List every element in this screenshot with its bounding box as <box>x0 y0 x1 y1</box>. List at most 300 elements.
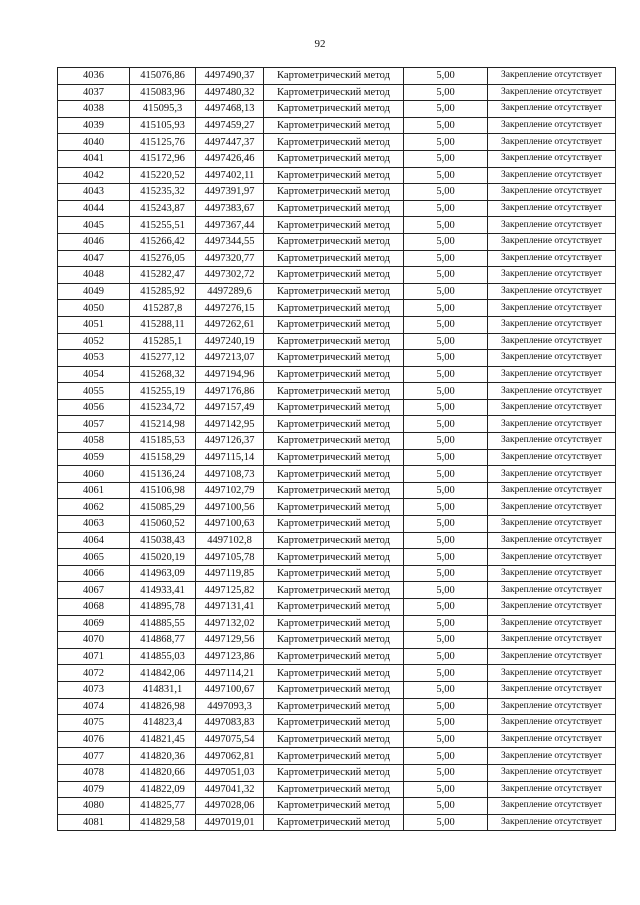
point-number-cell: 4077 <box>58 748 130 765</box>
point-number-cell: 4068 <box>58 599 130 616</box>
x-coordinate-cell: 414822,09 <box>130 781 196 798</box>
method-cell: Картометрический метод <box>264 250 404 267</box>
accuracy-cell: 5,00 <box>404 250 488 267</box>
y-coordinate-cell: 4497114,21 <box>196 665 264 682</box>
y-coordinate-cell: 4497391,97 <box>196 184 264 201</box>
table-row <box>58 681 616 698</box>
fixation-cell: Закрепление отсутствует <box>488 84 616 101</box>
y-coordinate-cell: 4497131,41 <box>196 599 264 616</box>
method-cell: Картометрический метод <box>264 798 404 815</box>
table-row <box>58 134 616 151</box>
x-coordinate-cell: 414829,58 <box>130 814 196 831</box>
accuracy-cell: 5,00 <box>404 217 488 234</box>
table-row <box>58 449 616 466</box>
table-row <box>58 316 616 333</box>
table-row <box>58 184 616 201</box>
method-cell: Картометрический метод <box>264 715 404 732</box>
x-coordinate-cell: 414825,77 <box>130 798 196 815</box>
x-coordinate-cell: 415276,05 <box>130 250 196 267</box>
point-number-cell: 4079 <box>58 781 130 798</box>
fixation-cell: Закрепление отсутствует <box>488 350 616 367</box>
table-row <box>58 233 616 250</box>
point-number-cell: 4038 <box>58 101 130 118</box>
y-coordinate-cell: 4497108,73 <box>196 466 264 483</box>
x-coordinate-cell: 414855,03 <box>130 648 196 665</box>
y-coordinate-cell: 4497123,86 <box>196 648 264 665</box>
table-row <box>58 599 616 616</box>
x-coordinate-cell: 415076,86 <box>130 68 196 85</box>
x-coordinate-cell: 415172,96 <box>130 150 196 167</box>
fixation-cell: Закрепление отсутствует <box>488 333 616 350</box>
table-row <box>58 101 616 118</box>
y-coordinate-cell: 4497125,82 <box>196 582 264 599</box>
table-row <box>58 383 616 400</box>
point-number-cell: 4059 <box>58 449 130 466</box>
x-coordinate-cell: 415287,8 <box>130 300 196 317</box>
fixation-cell: Закрепление отсутствует <box>488 233 616 250</box>
table-row <box>58 632 616 649</box>
point-number-cell: 4054 <box>58 366 130 383</box>
table-row <box>58 250 616 267</box>
x-coordinate-cell: 415060,52 <box>130 516 196 533</box>
y-coordinate-cell: 4497262,61 <box>196 316 264 333</box>
point-number-cell: 4076 <box>58 731 130 748</box>
point-number-cell: 4037 <box>58 84 130 101</box>
fixation-cell: Закрепление отсутствует <box>488 648 616 665</box>
point-number-cell: 4073 <box>58 681 130 698</box>
y-coordinate-cell: 4497083,83 <box>196 715 264 732</box>
y-coordinate-cell: 4497459,27 <box>196 117 264 134</box>
accuracy-cell: 5,00 <box>404 84 488 101</box>
point-number-cell: 4044 <box>58 200 130 217</box>
method-cell: Картометрический метод <box>264 150 404 167</box>
point-number-cell: 4053 <box>58 350 130 367</box>
table-row <box>58 532 616 549</box>
y-coordinate-cell: 4497468,13 <box>196 101 264 118</box>
y-coordinate-cell: 4497302,72 <box>196 267 264 284</box>
y-coordinate-cell: 4497093,3 <box>196 698 264 715</box>
table-row <box>58 333 616 350</box>
method-cell: Картометрический метод <box>264 731 404 748</box>
y-coordinate-cell: 4497289,6 <box>196 283 264 300</box>
accuracy-cell: 5,00 <box>404 134 488 151</box>
x-coordinate-cell: 415136,24 <box>130 466 196 483</box>
accuracy-cell: 5,00 <box>404 184 488 201</box>
x-coordinate-cell: 414820,36 <box>130 748 196 765</box>
accuracy-cell: 5,00 <box>404 150 488 167</box>
accuracy-cell: 5,00 <box>404 731 488 748</box>
y-coordinate-cell: 4497051,03 <box>196 764 264 781</box>
x-coordinate-cell: 415185,53 <box>130 433 196 450</box>
accuracy-cell: 5,00 <box>404 366 488 383</box>
point-number-cell: 4055 <box>58 383 130 400</box>
y-coordinate-cell: 4497426,46 <box>196 150 264 167</box>
point-number-cell: 4075 <box>58 715 130 732</box>
fixation-cell: Закрепление отсутствует <box>488 316 616 333</box>
fixation-cell: Закрепление отсутствует <box>488 300 616 317</box>
table-row <box>58 68 616 85</box>
fixation-cell: Закрепление отсутствует <box>488 416 616 433</box>
fixation-cell: Закрепление отсутствует <box>488 764 616 781</box>
method-cell: Картометрический метод <box>264 665 404 682</box>
method-cell: Картометрический метод <box>264 184 404 201</box>
accuracy-cell: 5,00 <box>404 101 488 118</box>
accuracy-cell: 5,00 <box>404 383 488 400</box>
x-coordinate-cell: 414842,06 <box>130 665 196 682</box>
coordinates-table-body <box>58 68 616 831</box>
table-row <box>58 84 616 101</box>
x-coordinate-cell: 415085,29 <box>130 499 196 516</box>
fixation-cell: Закрепление отсутствует <box>488 615 616 632</box>
method-cell: Картометрический метод <box>264 68 404 85</box>
fixation-cell: Закрепление отсутствует <box>488 532 616 549</box>
y-coordinate-cell: 4497119,85 <box>196 565 264 582</box>
x-coordinate-cell: 415277,12 <box>130 350 196 367</box>
table-row <box>58 283 616 300</box>
fixation-cell: Закрепление отсутствует <box>488 217 616 234</box>
point-number-cell: 4061 <box>58 482 130 499</box>
fixation-cell: Закрепление отсутствует <box>488 731 616 748</box>
accuracy-cell: 5,00 <box>404 798 488 815</box>
y-coordinate-cell: 4497213,07 <box>196 350 264 367</box>
x-coordinate-cell: 415105,93 <box>130 117 196 134</box>
fixation-cell: Закрепление отсутствует <box>488 632 616 649</box>
x-coordinate-cell: 414933,41 <box>130 582 196 599</box>
x-coordinate-cell: 415083,96 <box>130 84 196 101</box>
point-number-cell: 4064 <box>58 532 130 549</box>
accuracy-cell: 5,00 <box>404 350 488 367</box>
method-cell: Картометрический метод <box>264 516 404 533</box>
method-cell: Картометрический метод <box>264 267 404 284</box>
y-coordinate-cell: 4497019,01 <box>196 814 264 831</box>
point-number-cell: 4065 <box>58 549 130 566</box>
fixation-cell: Закрепление отсутствует <box>488 516 616 533</box>
table-row <box>58 466 616 483</box>
fixation-cell: Закрепление отсутствует <box>488 449 616 466</box>
point-number-cell: 4066 <box>58 565 130 582</box>
point-number-cell: 4069 <box>58 615 130 632</box>
fixation-cell: Закрепление отсутствует <box>488 150 616 167</box>
point-number-cell: 4067 <box>58 582 130 599</box>
fixation-cell: Закрепление отсутствует <box>488 200 616 217</box>
accuracy-cell: 5,00 <box>404 764 488 781</box>
table-row <box>58 482 616 499</box>
table-row <box>58 433 616 450</box>
point-number-cell: 4074 <box>58 698 130 715</box>
x-coordinate-cell: 415255,19 <box>130 383 196 400</box>
point-number-cell: 4041 <box>58 150 130 167</box>
x-coordinate-cell: 415255,51 <box>130 217 196 234</box>
method-cell: Картометрический метод <box>264 681 404 698</box>
accuracy-cell: 5,00 <box>404 781 488 798</box>
accuracy-cell: 5,00 <box>404 516 488 533</box>
method-cell: Картометрический метод <box>264 632 404 649</box>
method-cell: Картометрический метод <box>264 615 404 632</box>
table-row <box>58 167 616 184</box>
method-cell: Картометрический метод <box>264 366 404 383</box>
y-coordinate-cell: 4497100,63 <box>196 516 264 533</box>
accuracy-cell: 5,00 <box>404 648 488 665</box>
point-number-cell: 4056 <box>58 399 130 416</box>
x-coordinate-cell: 415285,92 <box>130 283 196 300</box>
fixation-cell: Закрепление отсутствует <box>488 549 616 566</box>
y-coordinate-cell: 4497100,67 <box>196 681 264 698</box>
table-row <box>58 814 616 831</box>
table-row <box>58 582 616 599</box>
method-cell: Картометрический метод <box>264 814 404 831</box>
method-cell: Картометрический метод <box>264 101 404 118</box>
accuracy-cell: 5,00 <box>404 449 488 466</box>
point-number-cell: 4070 <box>58 632 130 649</box>
accuracy-cell: 5,00 <box>404 333 488 350</box>
method-cell: Картометрический метод <box>264 316 404 333</box>
y-coordinate-cell: 4497041,32 <box>196 781 264 798</box>
fixation-cell: Закрепление отсутствует <box>488 267 616 284</box>
x-coordinate-cell: 414821,45 <box>130 731 196 748</box>
accuracy-cell: 5,00 <box>404 499 488 516</box>
x-coordinate-cell: 415106,98 <box>130 482 196 499</box>
fixation-cell: Закрепление отсутствует <box>488 117 616 134</box>
y-coordinate-cell: 4497402,11 <box>196 167 264 184</box>
fixation-cell: Закрепление отсутствует <box>488 250 616 267</box>
fixation-cell: Закрепление отсутствует <box>488 665 616 682</box>
accuracy-cell: 5,00 <box>404 582 488 599</box>
fixation-cell: Закрепление отсутствует <box>488 366 616 383</box>
point-number-cell: 4080 <box>58 798 130 815</box>
fixation-cell: Закрепление отсутствует <box>488 184 616 201</box>
method-cell: Картометрический метод <box>264 383 404 400</box>
fixation-cell: Закрепление отсутствует <box>488 715 616 732</box>
table-row <box>58 715 616 732</box>
accuracy-cell: 5,00 <box>404 316 488 333</box>
y-coordinate-cell: 4497028,06 <box>196 798 264 815</box>
coordinates-table <box>57 67 616 831</box>
table-row <box>58 748 616 765</box>
y-coordinate-cell: 4497447,37 <box>196 134 264 151</box>
accuracy-cell: 5,00 <box>404 433 488 450</box>
point-number-cell: 4050 <box>58 300 130 317</box>
method-cell: Картометрический метод <box>264 532 404 549</box>
y-coordinate-cell: 4497100,56 <box>196 499 264 516</box>
x-coordinate-cell: 415243,87 <box>130 200 196 217</box>
x-coordinate-cell: 414820,66 <box>130 764 196 781</box>
method-cell: Картометрический метод <box>264 416 404 433</box>
method-cell: Картометрический метод <box>264 134 404 151</box>
point-number-cell: 4051 <box>58 316 130 333</box>
x-coordinate-cell: 415285,1 <box>130 333 196 350</box>
accuracy-cell: 5,00 <box>404 715 488 732</box>
fixation-cell: Закрепление отсутствует <box>488 565 616 582</box>
method-cell: Картометрический метод <box>264 200 404 217</box>
table-row <box>58 150 616 167</box>
y-coordinate-cell: 4497490,37 <box>196 68 264 85</box>
point-number-cell: 4048 <box>58 267 130 284</box>
method-cell: Картометрический метод <box>264 350 404 367</box>
x-coordinate-cell: 415235,32 <box>130 184 196 201</box>
y-coordinate-cell: 4497126,37 <box>196 433 264 450</box>
fixation-cell: Закрепление отсутствует <box>488 399 616 416</box>
y-coordinate-cell: 4497142,95 <box>196 416 264 433</box>
point-number-cell: 4043 <box>58 184 130 201</box>
fixation-cell: Закрепление отсутствует <box>488 167 616 184</box>
method-cell: Картометрический метод <box>264 781 404 798</box>
fixation-cell: Закрепление отсутствует <box>488 599 616 616</box>
method-cell: Картометрический метод <box>264 167 404 184</box>
table-row <box>58 366 616 383</box>
table-row <box>58 267 616 284</box>
accuracy-cell: 5,00 <box>404 399 488 416</box>
x-coordinate-cell: 415288,11 <box>130 316 196 333</box>
x-coordinate-cell: 414831,1 <box>130 681 196 698</box>
point-number-cell: 4045 <box>58 217 130 234</box>
accuracy-cell: 5,00 <box>404 167 488 184</box>
fixation-cell: Закрепление отсутствует <box>488 482 616 499</box>
fixation-cell: Закрепление отсутствует <box>488 383 616 400</box>
accuracy-cell: 5,00 <box>404 814 488 831</box>
fixation-cell: Закрепление отсутствует <box>488 433 616 450</box>
table-row <box>58 615 616 632</box>
table-row <box>58 565 616 582</box>
method-cell: Картометрический метод <box>264 698 404 715</box>
table-row <box>58 117 616 134</box>
table-row <box>58 698 616 715</box>
fixation-cell: Закрепление отсутствует <box>488 134 616 151</box>
y-coordinate-cell: 4497276,15 <box>196 300 264 317</box>
accuracy-cell: 5,00 <box>404 416 488 433</box>
accuracy-cell: 5,00 <box>404 565 488 582</box>
point-number-cell: 4046 <box>58 233 130 250</box>
x-coordinate-cell: 415268,32 <box>130 366 196 383</box>
accuracy-cell: 5,00 <box>404 200 488 217</box>
method-cell: Картометрический метод <box>264 117 404 134</box>
table-row <box>58 665 616 682</box>
table-row <box>58 217 616 234</box>
x-coordinate-cell: 415038,43 <box>130 532 196 549</box>
x-coordinate-cell: 415220,52 <box>130 167 196 184</box>
y-coordinate-cell: 4497344,55 <box>196 233 264 250</box>
y-coordinate-cell: 4497383,67 <box>196 200 264 217</box>
method-cell: Картометрический метод <box>264 433 404 450</box>
x-coordinate-cell: 415158,29 <box>130 449 196 466</box>
y-coordinate-cell: 4497115,14 <box>196 449 264 466</box>
accuracy-cell: 5,00 <box>404 233 488 250</box>
accuracy-cell: 5,00 <box>404 482 488 499</box>
table-row <box>58 648 616 665</box>
method-cell: Картометрический метод <box>264 648 404 665</box>
x-coordinate-cell: 414895,78 <box>130 599 196 616</box>
page-number: 92 <box>314 38 326 50</box>
x-coordinate-cell: 414823,4 <box>130 715 196 732</box>
y-coordinate-cell: 4497320,77 <box>196 250 264 267</box>
table-row <box>58 300 616 317</box>
x-coordinate-cell: 414885,55 <box>130 615 196 632</box>
method-cell: Картометрический метод <box>264 599 404 616</box>
method-cell: Картометрический метод <box>264 449 404 466</box>
table-row <box>58 781 616 798</box>
x-coordinate-cell: 414868,77 <box>130 632 196 649</box>
accuracy-cell: 5,00 <box>404 698 488 715</box>
accuracy-cell: 5,00 <box>404 599 488 616</box>
point-number-cell: 4058 <box>58 433 130 450</box>
y-coordinate-cell: 4497129,56 <box>196 632 264 649</box>
table-row <box>58 764 616 781</box>
accuracy-cell: 5,00 <box>404 748 488 765</box>
method-cell: Картометрический метод <box>264 333 404 350</box>
y-coordinate-cell: 4497176,86 <box>196 383 264 400</box>
x-coordinate-cell: 415282,47 <box>130 267 196 284</box>
table-row <box>58 499 616 516</box>
point-number-cell: 4071 <box>58 648 130 665</box>
method-cell: Картометрический метод <box>264 499 404 516</box>
point-number-cell: 4057 <box>58 416 130 433</box>
y-coordinate-cell: 4497102,79 <box>196 482 264 499</box>
y-coordinate-cell: 4497367,44 <box>196 217 264 234</box>
x-coordinate-cell: 415020,19 <box>130 549 196 566</box>
accuracy-cell: 5,00 <box>404 632 488 649</box>
accuracy-cell: 5,00 <box>404 466 488 483</box>
fixation-cell: Закрепление отсутствует <box>488 748 616 765</box>
fixation-cell: Закрепление отсутствует <box>488 798 616 815</box>
table-row <box>58 399 616 416</box>
method-cell: Картометрический метод <box>264 300 404 317</box>
fixation-cell: Закрепление отсутствует <box>488 681 616 698</box>
x-coordinate-cell: 414963,09 <box>130 565 196 582</box>
accuracy-cell: 5,00 <box>404 615 488 632</box>
accuracy-cell: 5,00 <box>404 267 488 284</box>
x-coordinate-cell: 414826,98 <box>130 698 196 715</box>
y-coordinate-cell: 4497240,19 <box>196 333 264 350</box>
x-coordinate-cell: 415125,76 <box>130 134 196 151</box>
x-coordinate-cell: 415095,3 <box>130 101 196 118</box>
accuracy-cell: 5,00 <box>404 68 488 85</box>
point-number-cell: 4039 <box>58 117 130 134</box>
method-cell: Картометрический метод <box>264 84 404 101</box>
point-number-cell: 4078 <box>58 764 130 781</box>
table-row <box>58 516 616 533</box>
table-row <box>58 350 616 367</box>
point-number-cell: 4036 <box>58 68 130 85</box>
point-number-cell: 4047 <box>58 250 130 267</box>
method-cell: Картометрический метод <box>264 482 404 499</box>
y-coordinate-cell: 4497062,81 <box>196 748 264 765</box>
table-row <box>58 798 616 815</box>
accuracy-cell: 5,00 <box>404 532 488 549</box>
x-coordinate-cell: 415266,42 <box>130 233 196 250</box>
fixation-cell: Закрепление отсутствует <box>488 781 616 798</box>
table-row <box>58 416 616 433</box>
method-cell: Картометрический метод <box>264 233 404 250</box>
accuracy-cell: 5,00 <box>404 549 488 566</box>
method-cell: Картометрический метод <box>264 748 404 765</box>
y-coordinate-cell: 4497194,96 <box>196 366 264 383</box>
fixation-cell: Закрепление отсутствует <box>488 698 616 715</box>
y-coordinate-cell: 4497105,78 <box>196 549 264 566</box>
fixation-cell: Закрепление отсутствует <box>488 582 616 599</box>
accuracy-cell: 5,00 <box>404 283 488 300</box>
fixation-cell: Закрепление отсутствует <box>488 814 616 831</box>
accuracy-cell: 5,00 <box>404 681 488 698</box>
table-row <box>58 200 616 217</box>
y-coordinate-cell: 4497157,49 <box>196 399 264 416</box>
y-coordinate-cell: 4497102,8 <box>196 532 264 549</box>
method-cell: Картометрический метод <box>264 466 404 483</box>
method-cell: Картометрический метод <box>264 764 404 781</box>
point-number-cell: 4052 <box>58 333 130 350</box>
x-coordinate-cell: 415234,72 <box>130 399 196 416</box>
method-cell: Картометрический метод <box>264 399 404 416</box>
point-number-cell: 4072 <box>58 665 130 682</box>
accuracy-cell: 5,00 <box>404 665 488 682</box>
